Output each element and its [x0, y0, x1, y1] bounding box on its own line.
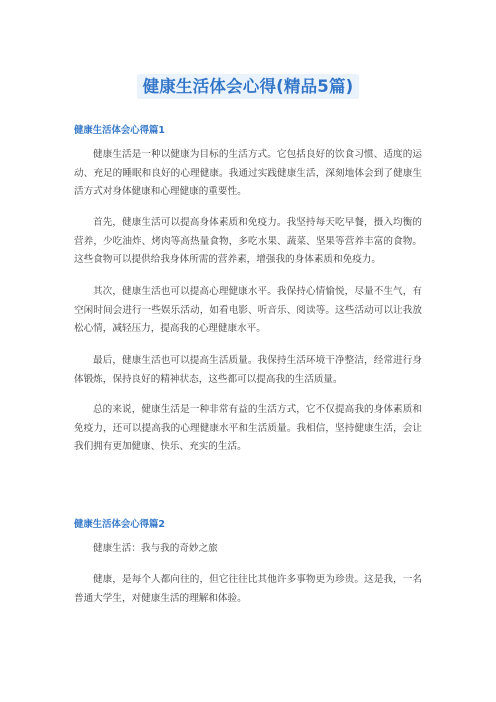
section-1-paragraph-4: 最后，健康生活也可以提高生活质量。我保持生活环境干净整洁，经常进行身体锻炼，保持良好的精神状态，这些都可以提高我的生活质量。 [74, 355, 422, 385]
section-heading-2: 健康生活体会心得篇2 [74, 519, 165, 530]
section-1-paragraph-1: 健康生活是一种以健康为目标的生活方式。它包括良好的饮食习惯、适度的运动、充足的睡眠和良好的心理健康。我通过实践健康生活，深刻地体会到了健康生活方式对身体健康和心理健康的重要性。 [74, 149, 422, 198]
section-1-paragraph-3: 其次，健康生活也可以提高心理健康水平。我保持心情愉悦，尽量不生气，有空闲时间会进行一些娱乐活动，如看电影、听音乐、阅读等。这些活动可以让我放松心情，减轻压力，提高我的心理健康水平。 [74, 286, 422, 335]
section-2-paragraph-1: 健康生活：我与我的奇妙之旅 [93, 543, 218, 554]
section-1-paragraph-2: 首先，健康生活可以提高身体素质和免疫力。我坚持每天吃早餐，摄入均衡的营养，少吃油炸、烤肉等高热量食物，多吃水果、蔬菜、坚果等营养丰富的食物。这些食物可以提供给我身体所需的营养素，增强我的身体素质和免疫力。 [74, 217, 422, 266]
section-heading-1: 健康生活体会心得篇1 [74, 125, 165, 136]
section-2-paragraph-2: 健康，是每个人都向往的，但它往往比其他许多事物更为珍贵。这是我，一名普通大学生，对健康生活的理解和体验。 [74, 574, 422, 604]
document-title [0, 73, 496, 97]
document-title-text: 健康生活体会心得(精品5篇) [137, 74, 360, 99]
section-1-paragraph-5: 总的来说，健康生活是一种非常有益的生活方式，它不仅提高我的身体素质和免疫力，还可以提高我的心理健康水平和生活质量。我相信，坚持健康生活，会让我们拥有更加健康、快乐、充实的生活。 [74, 404, 422, 453]
